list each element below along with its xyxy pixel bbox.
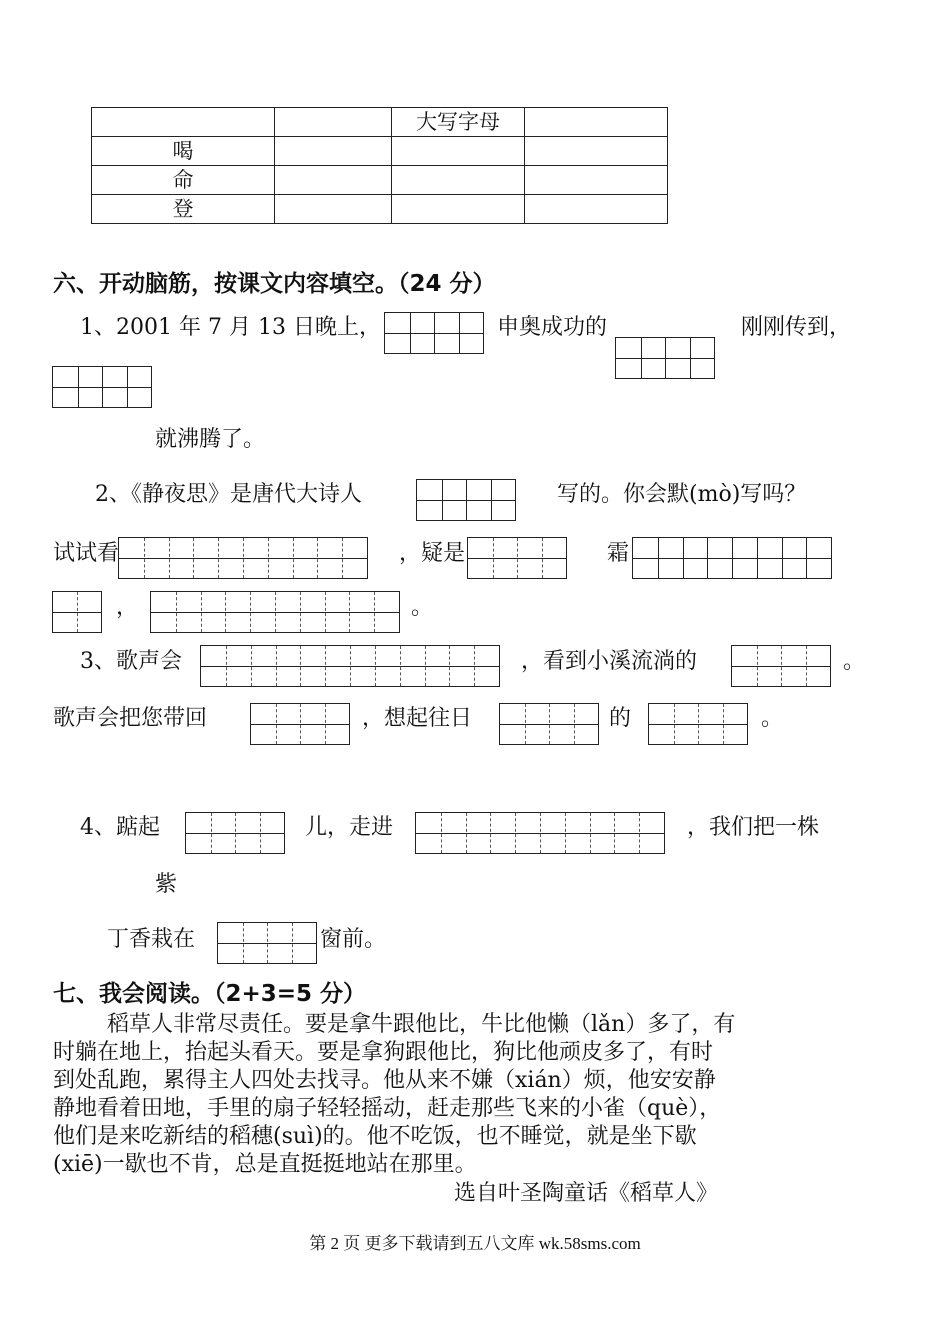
- table-row-label: 登: [92, 195, 275, 224]
- writing-box[interactable]: [632, 537, 832, 579]
- cell-divider: [225, 592, 226, 632]
- q4-text-b: 儿，走进: [305, 815, 394, 840]
- cell-divider: [614, 813, 615, 853]
- cell-divider: [77, 592, 78, 632]
- cell-divider: [251, 646, 252, 686]
- q1-text-b: 申奥成功的: [497, 315, 608, 340]
- q2-text-f: ，: [116, 595, 139, 620]
- cell-divider: [325, 704, 326, 744]
- cell-divider: [732, 538, 733, 578]
- table-cell[interactable]: [275, 166, 392, 195]
- q4-text-a: 4、踮起: [80, 815, 160, 840]
- cell-divider: [317, 538, 318, 578]
- cell-divider: [325, 646, 326, 686]
- q4-text-e: 丁香栽在: [107, 927, 196, 952]
- cell-divider: [293, 538, 294, 578]
- cell-divider: [474, 646, 475, 686]
- cell-divider: [250, 592, 251, 632]
- cell-divider: [400, 646, 401, 686]
- table-header-cell: 大写字母: [392, 108, 525, 137]
- cell-divider: [757, 538, 758, 578]
- table-header-cell: [92, 108, 275, 137]
- character-table: [91, 107, 668, 224]
- cell-divider: [349, 592, 350, 632]
- writing-box[interactable]: [467, 537, 567, 579]
- q3-text-b: ，看到小溪流淌的: [521, 649, 698, 674]
- cell-divider: [565, 813, 566, 853]
- table-row-label: 喝: [92, 137, 275, 166]
- table-cell[interactable]: [525, 195, 668, 224]
- cell-divider: [300, 592, 301, 632]
- cell-divider: [549, 704, 550, 744]
- cell-divider: [806, 538, 807, 578]
- writing-box[interactable]: [200, 645, 500, 687]
- cell-divider: [441, 813, 442, 853]
- cell-divider: [466, 813, 467, 853]
- q1-text-d: 就沸腾了。: [155, 427, 266, 452]
- cell-divider: [683, 538, 684, 578]
- cell-divider: [757, 646, 758, 686]
- cell-divider: [517, 538, 518, 578]
- passage-line: 时躺在地上，抬起头看天。要是拿狗跟他比，狗比他顽皮多了，有时: [53, 1040, 714, 1065]
- cell-divider: [782, 538, 783, 578]
- cell-divider: [707, 538, 708, 578]
- cell-divider: [639, 813, 640, 853]
- q3-text-a: 3、歌声会: [80, 649, 182, 674]
- q2-text-b: 写的。你会默(mò)写吗？: [557, 482, 807, 507]
- table-row-label: 命: [92, 166, 275, 195]
- q2-text-g: 。: [411, 595, 434, 620]
- cell-divider: [226, 646, 227, 686]
- cell-divider: [350, 646, 351, 686]
- cell-divider: [144, 538, 145, 578]
- q3-text-e: ，想起往日: [362, 706, 473, 731]
- writing-box[interactable]: [217, 922, 317, 964]
- passage-line: 到处乱跑，累得主人四处去找寻。他从来不嫌（xián）烦，他安安静: [53, 1068, 716, 1093]
- q2-text-d: ，疑是: [399, 541, 466, 566]
- writing-box[interactable]: [118, 537, 368, 579]
- cell-divider: [525, 704, 526, 744]
- cell-divider: [491, 480, 492, 520]
- page-footer: 第 2 页 更多下载请到五八文库 wk.58sms.com: [309, 1234, 641, 1253]
- table-cell[interactable]: [392, 166, 525, 195]
- cell-divider: [658, 538, 659, 578]
- q4-text-d: 紫: [155, 872, 178, 897]
- cell-divider: [193, 538, 194, 578]
- cell-divider: [374, 592, 375, 632]
- passage-source: 选自叶圣陶童话《稻草人》: [454, 1181, 719, 1206]
- writing-box[interactable]: [52, 366, 152, 408]
- writing-box[interactable]: [384, 312, 484, 354]
- cell-divider: [442, 480, 443, 520]
- cell-divider: [459, 313, 460, 353]
- writing-box[interactable]: [185, 812, 285, 854]
- q3-text-c: 。: [843, 649, 866, 674]
- cell-divider: [540, 813, 541, 853]
- writing-box[interactable]: [731, 645, 831, 687]
- cell-divider: [176, 592, 177, 632]
- cell-divider: [127, 367, 128, 407]
- q3-text-d: 歌声会把您带回: [53, 706, 208, 731]
- passage-line: 稻草人非常尽责任。要是拿牛跟他比，牛比他懒（lǎn）多了，有: [107, 1012, 736, 1037]
- passage-line: (xiē)一歇也不肯，总是直挺挺地站在那里。: [53, 1152, 477, 1177]
- q2-text-a: 2、《静夜思》是唐代大诗人: [95, 482, 362, 507]
- cell-divider: [574, 704, 575, 744]
- cell-divider: [466, 480, 467, 520]
- cell-divider: [690, 338, 691, 378]
- cell-divider: [276, 646, 277, 686]
- cell-divider: [292, 923, 293, 963]
- writing-box[interactable]: [415, 812, 665, 854]
- cell-divider: [515, 813, 516, 853]
- section7-title: 七、我会阅读。（2+3=5 分）: [53, 981, 367, 1007]
- cell-divider: [211, 813, 212, 853]
- table-cell[interactable]: [275, 108, 392, 137]
- table-cell[interactable]: [525, 137, 668, 166]
- passage-line: 静地看着田地，手里的扇子轻轻摇动，赶走那些飞来的小雀（què），: [53, 1096, 722, 1121]
- q2-text-c: 试试看: [53, 541, 120, 566]
- cell-divider: [201, 592, 202, 632]
- cell-divider: [235, 813, 236, 853]
- q4-text-c: ，我们把一株: [687, 815, 820, 840]
- cell-divider: [542, 538, 543, 578]
- writing-box[interactable]: [416, 479, 516, 521]
- passage-line: 他们是来吃新结的稻穗(suì)的。他不吃饭，也不睡觉，就是坐下歇: [53, 1124, 697, 1149]
- q2-text-e: 霜: [607, 541, 630, 566]
- writing-box[interactable]: [499, 703, 599, 745]
- cell-divider: [425, 646, 426, 686]
- cell-divider: [218, 538, 219, 578]
- cell-divider: [268, 538, 269, 578]
- cell-divider: [300, 646, 301, 686]
- table-cell[interactable]: [525, 108, 668, 137]
- cell-divider: [300, 704, 301, 744]
- q4-text-f: 窗前。: [320, 927, 387, 952]
- cell-divider: [169, 538, 170, 578]
- cell-divider: [434, 313, 435, 353]
- q3-text-f: 的: [609, 706, 632, 731]
- writing-box[interactable]: [250, 703, 350, 745]
- writing-box[interactable]: [648, 703, 748, 745]
- cell-divider: [267, 923, 268, 963]
- cell-divider: [806, 646, 807, 686]
- q1-text-c: 刚刚传到，: [741, 315, 852, 340]
- writing-box[interactable]: [150, 591, 400, 633]
- table-cell[interactable]: [525, 166, 668, 195]
- cell-divider: [410, 313, 411, 353]
- cell-divider: [590, 813, 591, 853]
- writing-box[interactable]: [52, 591, 102, 633]
- cell-divider: [243, 538, 244, 578]
- cell-divider: [698, 704, 699, 744]
- writing-box[interactable]: [615, 337, 715, 379]
- cell-divider: [325, 592, 326, 632]
- cell-divider: [243, 923, 244, 963]
- cell-divider: [674, 704, 675, 744]
- cell-divider: [78, 367, 79, 407]
- q3-text-g: 。: [761, 706, 784, 731]
- cell-divider: [641, 338, 642, 378]
- cell-divider: [260, 813, 261, 853]
- table-cell[interactable]: [275, 195, 392, 224]
- table-cell[interactable]: [392, 137, 525, 166]
- section6-title: 六、开动脑筋，按课文内容填空。（24 分）: [53, 271, 496, 297]
- cell-divider: [375, 646, 376, 686]
- cell-divider: [342, 538, 343, 578]
- table-cell[interactable]: [275, 137, 392, 166]
- table-cell[interactable]: [392, 195, 525, 224]
- cell-divider: [490, 813, 491, 853]
- cell-divider: [781, 646, 782, 686]
- cell-divider: [276, 704, 277, 744]
- cell-divider: [102, 367, 103, 407]
- cell-divider: [493, 538, 494, 578]
- cell-divider: [275, 592, 276, 632]
- q1-text-a: 1、2001 年 7 月 13 日晚上，: [80, 315, 381, 340]
- cell-divider: [723, 704, 724, 744]
- cell-divider: [449, 646, 450, 686]
- cell-divider: [665, 338, 666, 378]
